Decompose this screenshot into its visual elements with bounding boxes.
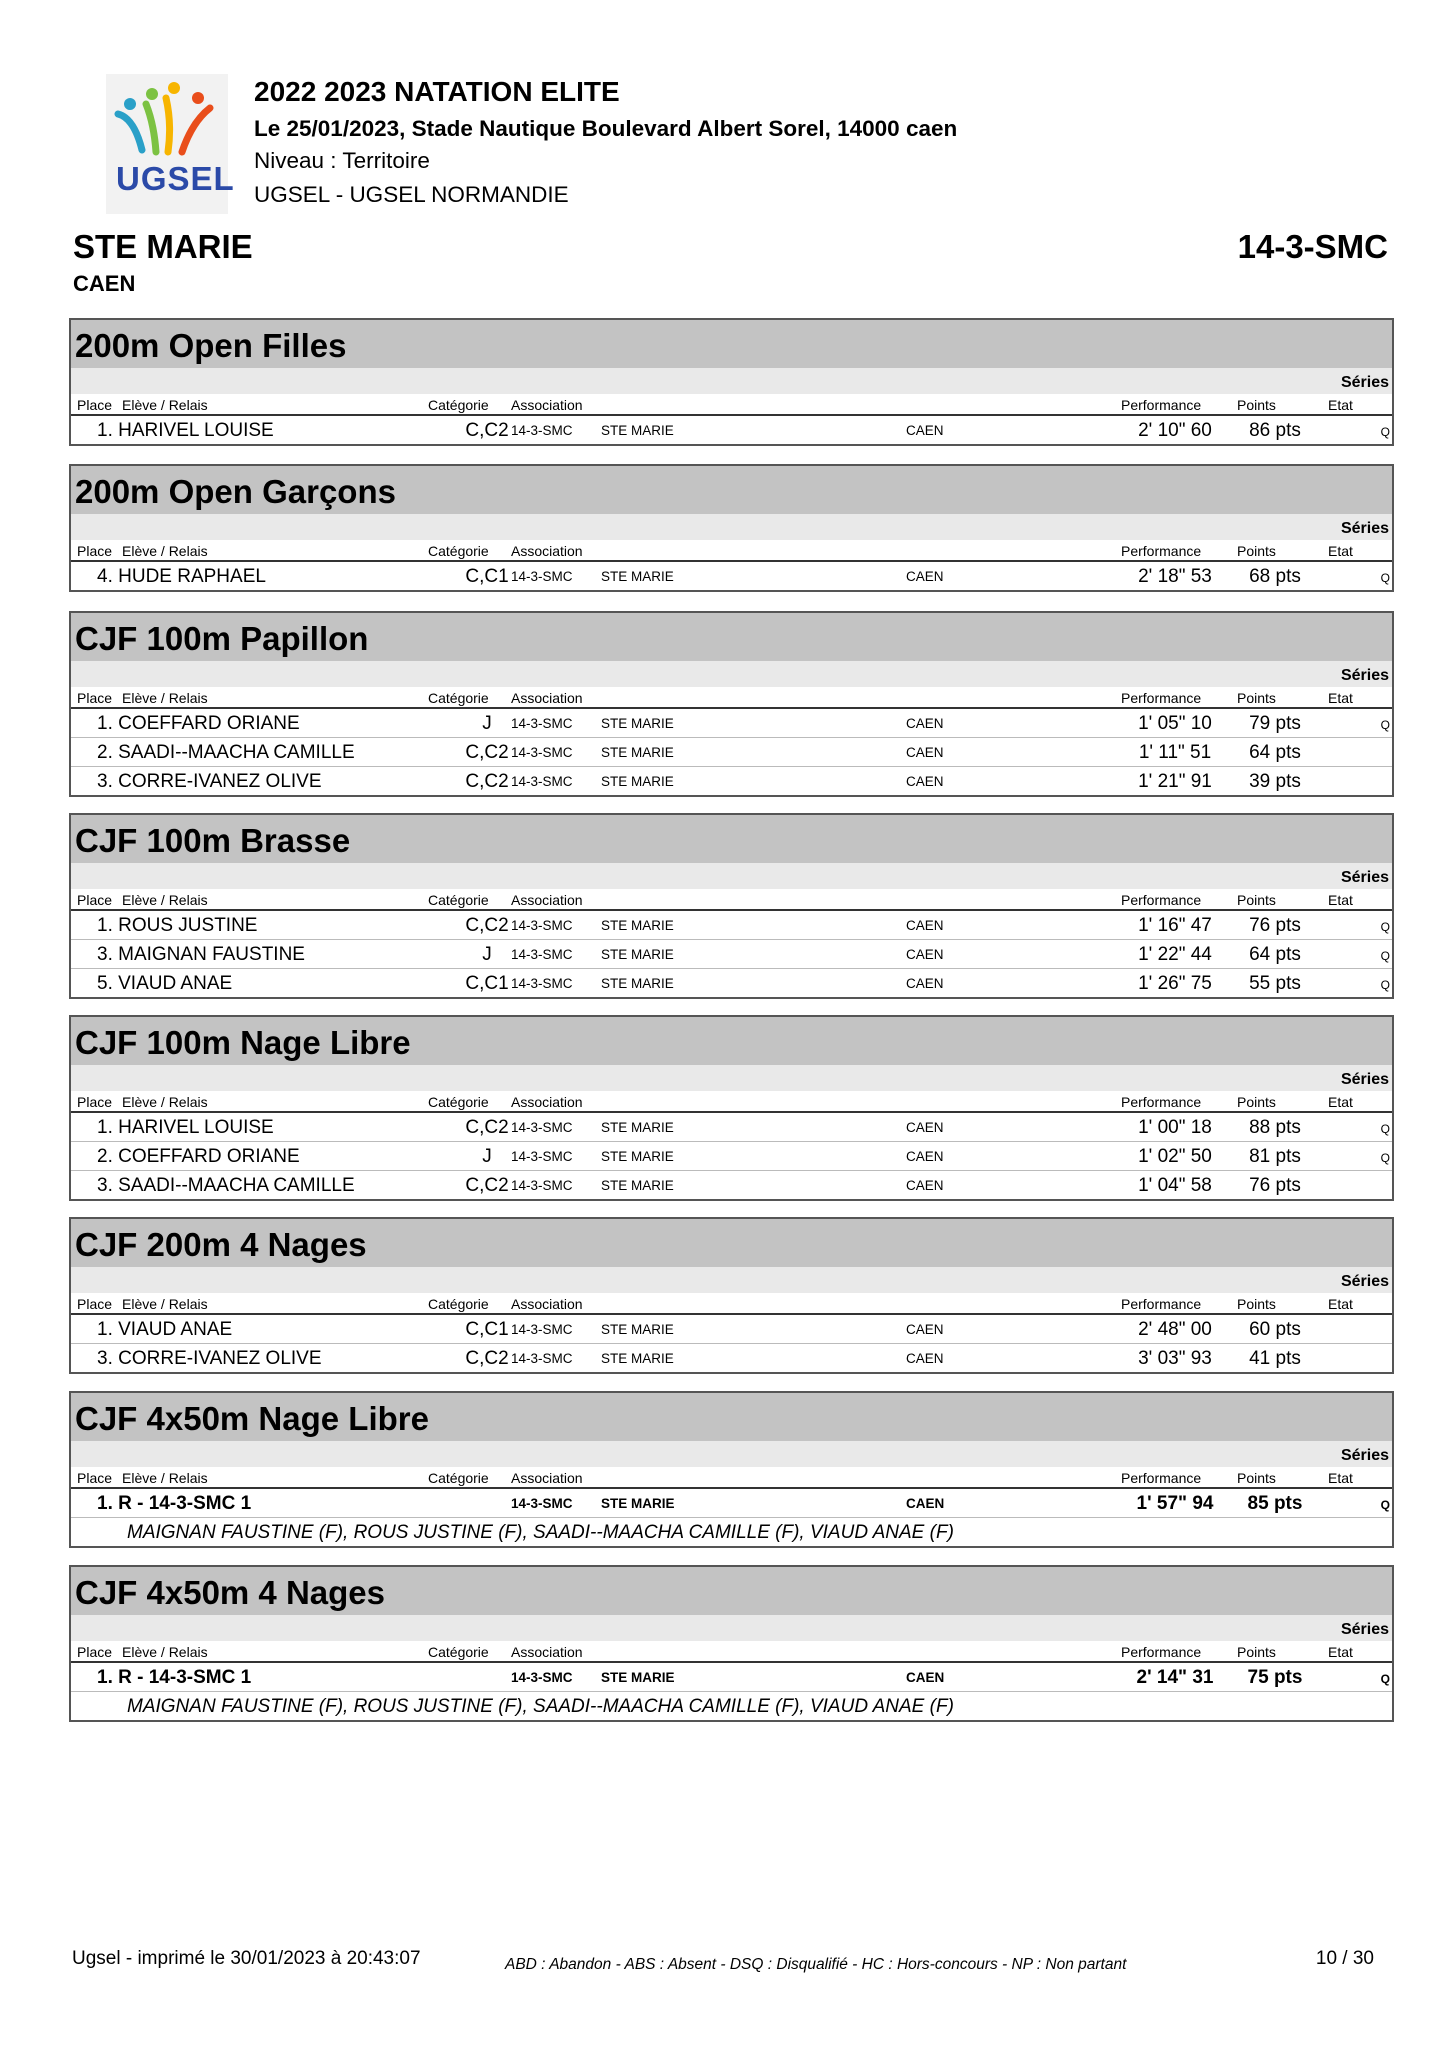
col-points: Points <box>1237 1644 1276 1660</box>
city-cell: CAEN <box>906 1120 944 1135</box>
etat-cell: Q <box>1380 978 1390 992</box>
column-headers <box>71 540 1392 562</box>
result-row <box>71 1142 1392 1171</box>
athlete-category: J <box>482 1146 492 1167</box>
col-performance: Performance <box>1121 1296 1202 1312</box>
event-title: CJF 200m 4 Nages <box>71 1219 1392 1267</box>
city-cell: CAEN <box>906 1351 944 1366</box>
col-points: Points <box>1237 892 1276 908</box>
performance-cell: 1' 21" 91 <box>1138 771 1212 792</box>
points-cell: 60 pts <box>1249 1319 1301 1340</box>
athlete-name: 1. HARIVEL LOUISE <box>97 420 274 441</box>
result-rows <box>71 416 1392 444</box>
col-categorie: Catégorie <box>428 397 489 413</box>
event-title: CJF 100m Brasse <box>71 815 1392 863</box>
result-row <box>71 911 1392 940</box>
result-row <box>71 1489 1392 1518</box>
performance-cell: 2' 48" 00 <box>1138 1319 1212 1340</box>
col-points: Points <box>1237 1094 1276 1110</box>
col-categorie: Catégorie <box>428 1296 489 1312</box>
points-cell: 64 pts <box>1249 944 1301 965</box>
club-code-cell: 14-3-SMC <box>511 745 573 760</box>
points-cell: 76 pts <box>1249 915 1301 936</box>
event-block <box>69 464 1394 592</box>
col-performance: Performance <box>1121 543 1202 559</box>
etat-cell: Q <box>1380 1672 1390 1686</box>
col-eleve: Elève / Relais <box>122 397 208 413</box>
footer-legend: ABD : Abandon - ABS : Absent - DSQ : Disqualifié - HC : Hors-concours - NP : Non partant <box>505 1956 1127 1973</box>
competition-organizer: UGSEL - UGSEL NORMANDIE <box>254 182 569 207</box>
relay-members-text: MAIGNAN FAUSTINE (F), ROUS JUSTINE (F), SAADI--MAACHA CAMILLE (F), VIAUD ANAE (F) <box>127 1696 954 1717</box>
athlete-name: 3. CORRE-IVANEZ OLIVE <box>97 771 322 792</box>
column-headers <box>71 1293 1392 1315</box>
association-cell: STE MARIE <box>601 1351 674 1366</box>
points-cell: 79 pts <box>1249 713 1301 734</box>
athlete-category: C,C2 <box>465 1175 509 1196</box>
club-code-cell: 14-3-SMC <box>511 423 573 438</box>
etat-cell: Q <box>1380 949 1390 963</box>
city-cell: CAEN <box>906 774 944 789</box>
athlete-name: 1. R - 14-3-SMC 1 <box>97 1667 252 1688</box>
city-cell: CAEN <box>906 976 944 991</box>
city-cell: CAEN <box>906 1178 944 1193</box>
athlete-name: 3. SAADI--MAACHA CAMILLE <box>97 1175 355 1196</box>
footer-printed: Ugsel - imprimé le 30/01/2023 à 20:43:07 <box>72 1948 421 1969</box>
association-cell: STE MARIE <box>601 423 674 438</box>
etat-cell: Q <box>1380 1122 1390 1136</box>
association-cell: STE MARIE <box>601 918 674 933</box>
club-code-cell: 14-3-SMC <box>511 716 573 731</box>
result-row <box>71 416 1392 444</box>
col-performance: Performance <box>1121 892 1202 908</box>
event-title: 200m Open Filles <box>71 320 1392 368</box>
athlete-name: 2. COEFFARD ORIANE <box>97 1146 300 1167</box>
performance-cell: 1' 04" 58 <box>1138 1175 1212 1196</box>
result-row <box>71 1663 1392 1692</box>
event-block <box>69 611 1394 797</box>
col-place: Place <box>77 1296 113 1312</box>
athlete-category: C,C2 <box>465 742 509 763</box>
col-categorie: Catégorie <box>428 543 489 559</box>
association-cell: STE MARIE <box>601 1178 674 1193</box>
col-categorie: Catégorie <box>428 1094 489 1110</box>
column-headers <box>71 1091 1392 1113</box>
performance-cell: 1' 22" 44 <box>1138 944 1212 965</box>
event-title: CJF 100m Nage Libre <box>71 1017 1392 1065</box>
athlete-category: C,C1 <box>465 973 509 994</box>
club-code-cell: 14-3-SMC <box>511 1670 573 1685</box>
col-performance: Performance <box>1121 1094 1202 1110</box>
col-eleve: Elève / Relais <box>122 690 208 706</box>
col-place: Place <box>77 1470 113 1486</box>
association-cell: STE MARIE <box>601 745 674 760</box>
athlete-name: 1. VIAUD ANAE <box>97 1319 233 1340</box>
association-cell: STE MARIE <box>601 1120 674 1135</box>
col-categorie: Catégorie <box>428 1644 489 1660</box>
result-rows <box>71 911 1392 997</box>
athlete-category: C,C2 <box>465 1348 509 1369</box>
club-city: CAEN <box>73 271 136 296</box>
event-title: 200m Open Garçons <box>71 466 1392 514</box>
city-cell: CAEN <box>906 569 944 584</box>
col-association: Association <box>511 1094 583 1110</box>
result-row <box>71 562 1392 590</box>
points-cell: 64 pts <box>1249 742 1301 763</box>
points-cell: 81 pts <box>1249 1146 1301 1167</box>
club-code-cell: 14-3-SMC <box>511 1322 573 1337</box>
col-association: Association <box>511 1470 583 1486</box>
ugsel-logo <box>106 74 235 214</box>
series-label: Séries <box>71 368 1392 394</box>
athlete-category: C,C1 <box>465 566 509 587</box>
col-place: Place <box>77 892 113 908</box>
association-cell: STE MARIE <box>601 774 674 789</box>
col-points: Points <box>1237 397 1276 413</box>
series-label: Séries <box>71 1267 1392 1293</box>
athlete-category: C,C2 <box>465 771 509 792</box>
col-etat: Etat <box>1328 1644 1353 1660</box>
city-cell: CAEN <box>906 918 944 933</box>
col-place: Place <box>77 397 113 413</box>
performance-cell: 1' 16" 47 <box>1138 915 1212 936</box>
athlete-name: 3. MAIGNAN FAUSTINE <box>97 944 305 965</box>
athlete-category: J <box>482 713 492 734</box>
points-cell: 68 pts <box>1249 566 1301 587</box>
col-association: Association <box>511 397 583 413</box>
page-number: 10 / 30 <box>1315 1948 1374 1969</box>
result-row <box>71 1171 1392 1199</box>
city-cell: CAEN <box>906 1149 944 1164</box>
series-label: Séries <box>71 661 1392 687</box>
club-name: STE MARIE <box>73 228 253 265</box>
col-etat: Etat <box>1328 892 1353 908</box>
column-headers <box>71 687 1392 709</box>
col-etat: Etat <box>1328 397 1353 413</box>
col-place: Place <box>77 543 113 559</box>
event-title: CJF 100m Papillon <box>71 613 1392 661</box>
city-cell: CAEN <box>906 716 944 731</box>
col-place: Place <box>77 1644 113 1660</box>
col-eleve: Elève / Relais <box>122 1644 208 1660</box>
association-cell: STE MARIE <box>601 1149 674 1164</box>
swimmers-logo-icon <box>106 74 228 164</box>
competition-title: 2022 2023 NATATION ELITE <box>254 76 620 107</box>
col-etat: Etat <box>1328 690 1353 706</box>
result-row <box>71 709 1392 738</box>
city-cell: CAEN <box>906 745 944 760</box>
club-code-cell: 14-3-SMC <box>511 774 573 789</box>
col-points: Points <box>1237 690 1276 706</box>
event-block <box>69 318 1394 446</box>
result-rows <box>71 1315 1392 1372</box>
athlete-name: 1. COEFFARD ORIANE <box>97 713 300 734</box>
etat-cell: Q <box>1380 571 1390 585</box>
col-eleve: Elève / Relais <box>122 1296 208 1312</box>
association-cell: STE MARIE <box>601 1496 675 1511</box>
points-cell: 39 pts <box>1249 771 1301 792</box>
association-cell: STE MARIE <box>601 976 674 991</box>
athlete-category: C,C1 <box>465 1319 509 1340</box>
result-rows <box>71 1663 1392 1720</box>
col-etat: Etat <box>1328 1470 1353 1486</box>
points-cell: 85 pts <box>1247 1493 1303 1514</box>
club-code-cell: 14-3-SMC <box>511 1178 573 1193</box>
city-cell: CAEN <box>906 947 944 962</box>
points-cell: 55 pts <box>1249 973 1301 994</box>
athlete-name: 1. R - 14-3-SMC 1 <box>97 1493 252 1514</box>
performance-cell: 1' 11" 51 <box>1138 742 1212 763</box>
col-place: Place <box>77 1094 113 1110</box>
points-cell: 76 pts <box>1249 1175 1301 1196</box>
points-cell: 86 pts <box>1249 420 1301 441</box>
athlete-category: J <box>482 944 492 965</box>
association-cell: STE MARIE <box>601 716 674 731</box>
association-cell: STE MARIE <box>601 569 674 584</box>
logo-text: UGSEL <box>116 160 235 197</box>
result-row <box>71 767 1392 795</box>
athlete-name: 1. ROUS JUSTINE <box>97 915 258 936</box>
club-code-cell: 14-3-SMC <box>511 947 573 962</box>
column-headers <box>71 1467 1392 1489</box>
points-cell: 75 pts <box>1247 1667 1303 1688</box>
result-row <box>71 940 1392 969</box>
club-code-cell: 14-3-SMC <box>511 1120 573 1135</box>
col-categorie: Catégorie <box>428 690 489 706</box>
col-performance: Performance <box>1121 690 1202 706</box>
col-place: Place <box>77 690 113 706</box>
club-code-cell: 14-3-SMC <box>511 918 573 933</box>
result-row <box>71 969 1392 997</box>
col-categorie: Catégorie <box>428 892 489 908</box>
club-code-cell: 14-3-SMC <box>511 1496 573 1511</box>
col-eleve: Elève / Relais <box>122 543 208 559</box>
result-row <box>71 738 1392 767</box>
col-performance: Performance <box>1121 1470 1202 1486</box>
etat-cell: Q <box>1380 718 1390 732</box>
athlete-name: 2. SAADI--MAACHA CAMILLE <box>97 742 355 763</box>
points-cell: 88 pts <box>1249 1117 1301 1138</box>
event-title: CJF 4x50m Nage Libre <box>71 1393 1392 1441</box>
association-cell: STE MARIE <box>601 947 674 962</box>
result-row <box>71 1113 1392 1142</box>
col-performance: Performance <box>1121 397 1202 413</box>
series-label: Séries <box>71 1615 1392 1641</box>
series-label: Séries <box>71 1065 1392 1091</box>
col-etat: Etat <box>1328 1094 1353 1110</box>
col-association: Association <box>511 543 583 559</box>
result-row <box>71 1315 1392 1344</box>
event-block <box>69 1565 1394 1722</box>
club-code-cell: 14-3-SMC <box>511 976 573 991</box>
col-eleve: Elève / Relais <box>122 892 208 908</box>
performance-cell: 1' 00" 18 <box>1138 1117 1212 1138</box>
etat-cell: Q <box>1380 1151 1390 1165</box>
performance-cell: 1' 05" 10 <box>1138 713 1212 734</box>
performance-cell: 1' 26" 75 <box>1138 973 1212 994</box>
event-title: CJF 4x50m 4 Nages <box>71 1567 1392 1615</box>
athlete-category: C,C2 <box>465 915 509 936</box>
series-label: Séries <box>71 1441 1392 1467</box>
col-points: Points <box>1237 1470 1276 1486</box>
athlete-name: 1. HARIVEL LOUISE <box>97 1117 274 1138</box>
club-code-cell: 14-3-SMC <box>511 1351 573 1366</box>
competition-date-venue: Le 25/01/2023, Stade Nautique Boulevard Albert Sorel, 14000 caen <box>254 116 958 141</box>
performance-cell: 1' 57" 94 <box>1136 1493 1214 1514</box>
club-code-cell: 14-3-SMC <box>511 569 573 584</box>
performance-cell: 2' 14" 31 <box>1136 1667 1214 1688</box>
association-cell: STE MARIE <box>601 1322 674 1337</box>
city-cell: CAEN <box>906 423 944 438</box>
relay-members <box>71 1518 1392 1546</box>
event-block <box>69 1217 1394 1374</box>
athlete-name: 3. CORRE-IVANEZ OLIVE <box>97 1348 322 1369</box>
column-headers <box>71 1641 1392 1663</box>
col-association: Association <box>511 892 583 908</box>
col-etat: Etat <box>1328 1296 1353 1312</box>
col-categorie: Catégorie <box>428 1470 489 1486</box>
athlete-name: 4. HUDE RAPHAEL <box>97 566 266 587</box>
col-points: Points <box>1237 543 1276 559</box>
result-row <box>71 1344 1392 1372</box>
relay-members-text: MAIGNAN FAUSTINE (F), ROUS JUSTINE (F), SAADI--MAACHA CAMILLE (F), VIAUD ANAE (F) <box>127 1522 954 1543</box>
athlete-category: C,C2 <box>465 1117 509 1138</box>
col-eleve: Elève / Relais <box>122 1094 208 1110</box>
city-cell: CAEN <box>906 1496 945 1511</box>
col-performance: Performance <box>1121 1644 1202 1660</box>
etat-cell: Q <box>1380 920 1390 934</box>
result-rows <box>71 562 1392 590</box>
city-cell: CAEN <box>906 1322 944 1337</box>
performance-cell: 1' 02" 50 <box>1138 1146 1212 1167</box>
col-association: Association <box>511 1644 583 1660</box>
points-cell: 41 pts <box>1249 1348 1301 1369</box>
athlete-category: C,C2 <box>465 420 509 441</box>
athlete-name: 5. VIAUD ANAE <box>97 973 233 994</box>
column-headers <box>71 394 1392 416</box>
club-code-cell: 14-3-SMC <box>511 1149 573 1164</box>
col-eleve: Elève / Relais <box>122 1470 208 1486</box>
result-rows <box>71 709 1392 795</box>
club-code: 14-3-SMC <box>1237 228 1388 265</box>
competition-level: Niveau : Territoire <box>254 148 430 173</box>
col-association: Association <box>511 690 583 706</box>
city-cell: CAEN <box>906 1670 945 1685</box>
event-block <box>69 813 1394 999</box>
performance-cell: 2' 18" 53 <box>1138 566 1212 587</box>
column-headers <box>71 889 1392 911</box>
event-block <box>69 1015 1394 1201</box>
col-points: Points <box>1237 1296 1276 1312</box>
result-rows <box>71 1489 1392 1546</box>
relay-members <box>71 1692 1392 1720</box>
etat-cell: Q <box>1380 425 1390 439</box>
series-label: Séries <box>71 863 1392 889</box>
performance-cell: 3' 03" 93 <box>1138 1348 1212 1369</box>
series-label: Séries <box>71 514 1392 540</box>
performance-cell: 2' 10" 60 <box>1138 420 1212 441</box>
association-cell: STE MARIE <box>601 1670 675 1685</box>
col-association: Association <box>511 1296 583 1312</box>
etat-cell: Q <box>1380 1498 1390 1512</box>
result-rows <box>71 1113 1392 1199</box>
col-etat: Etat <box>1328 543 1353 559</box>
event-block <box>69 1391 1394 1548</box>
